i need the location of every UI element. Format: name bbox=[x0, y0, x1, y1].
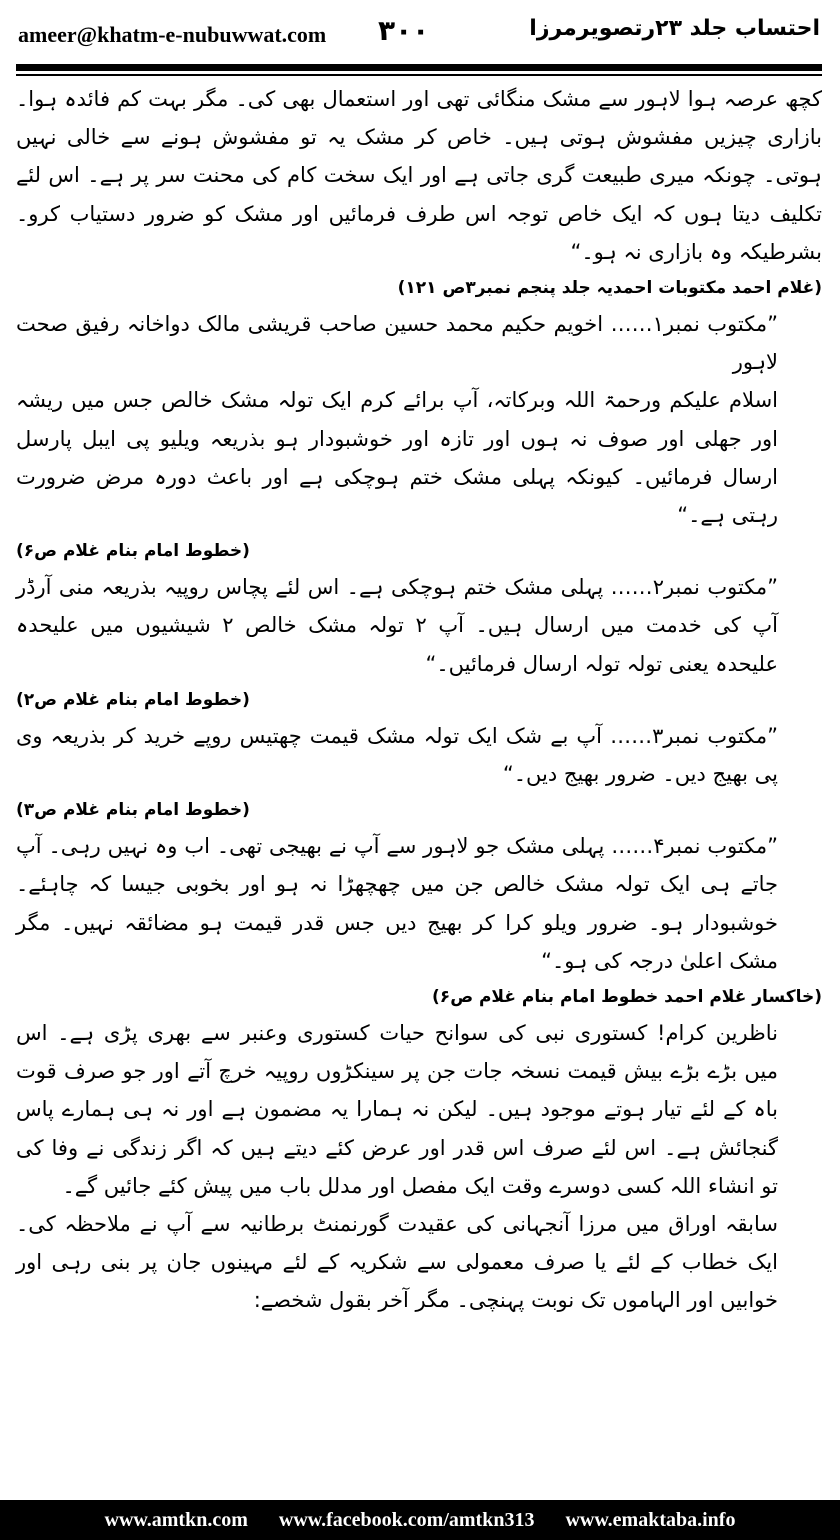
footer-link-facebook[interactable]: www.facebook.com/amtkn313 bbox=[278, 1509, 535, 1531]
page-header bbox=[0, 0, 840, 72]
page-body bbox=[16, 80, 822, 1490]
citation: (خطوط امام بنام غلام ص۲) bbox=[16, 689, 250, 710]
letter-body: ”مکتوب نمبر۲…… پہلی مشک ختم ہوچکی ہے۔ اس لئے پچاس روپیہ بذریعہ منی آرڈر آپ کی خدمت میں ارسال ہیں۔ آپ ۲ تولہ مشک خالص ۲ شیشیوں میں علیحدہ علیحدہ یعنی تولہ تولہ ارسال فرمائیں۔“ bbox=[16, 575, 779, 676]
page-footer bbox=[0, 1500, 840, 1540]
citation: (غلام احمد مکتوبات احمدیہ جلد پنجم نمبر۳ص ۱۲۱) bbox=[397, 278, 822, 299]
paragraph: سابقہ اوراق میں مرزا آنجہانی کی عقیدت گورنمنٹ برطانیہ سے آپ نے ملاحظہ کی۔ ایک خطاب کے لئے یا صرف معمولی سے شکریہ کے لئے مہینوں جان پر بنی رہی اور خوابیں اور الہاموں تک نوبت پہنچی۔ مگر آخر بقول شخصے: bbox=[16, 1212, 778, 1313]
paragraph: کچھ عرصہ ہوا لاہور سے مشک منگائی تھی اور استعمال بھی کی۔ مگر بہت کم فائدہ ہوا۔ بازاری چیزیں مفشوش ہوتی ہیں۔ خاص کر مشک یہ تو مفشوش ہونے سے خالی نہیں ہوتی۔ چونکہ میری طبیعت گری جاتی ہے اور ایک سخت کام کی محنت سر پر ہے۔ اس لئے تکلیف دیتا ہوں کہ ایک خاص توجہ اس طرف فرمائیں اور مشک کو ضرور دستیاب کرو۔ بشرطیکہ وہ بازاری نہ ہو۔“ bbox=[16, 87, 822, 264]
book-title: احتساب جلد ۲۳رتصویرمرزا bbox=[529, 16, 820, 41]
letter-body: ”مکتوب نمبر۳…… آپ بے شک ایک تولہ مشک قیمت چھتیس روپے خرید کر بذریعہ وی پی بھیج دیں۔ ضرور بھیج دیں۔“ bbox=[16, 723, 779, 787]
header-email[interactable]: ameer@khatm-e-nubuwwat.com bbox=[18, 22, 327, 47]
paragraph: ناظرین کرام! کستوری نبی کی سوانح حیات کستوری وعنبر سے بھری پڑی ہے۔ اس میں بڑے بڑے بیش قیمت نسخہ جات جن پر سینکڑوں روپیہ خرچ آتے اور جو صرف قوت باہ کے لئے تیار ہوتے موجود ہیں۔ لیکن نہ ہمارا یہ مضمون ہے اور نہ ہی ہمارے پاس گنجائش ہے۔ اس لئے صرف اس قدر اور عرض کئے دیتے ہیں کہ اگر زندگی نے وفا کی تو انشاء اللہ کسی دوسرے وقت ایک مفصل اور مدلل باب میں پیش کئے جائیں گے۔ bbox=[16, 1021, 778, 1198]
header-rule-thin bbox=[16, 74, 822, 76]
citation: (خاکسار غلام احمد خطوط امام بنام غلام ص۶) bbox=[432, 987, 822, 1008]
header-rule bbox=[16, 64, 822, 71]
footer-link-emaktaba[interactable]: www.emaktaba.info bbox=[565, 1509, 736, 1531]
footer-link-amtkn[interactable]: www.amtkn.com bbox=[104, 1509, 248, 1531]
citation: (خطوط امام بنام غلام ص۶) bbox=[16, 541, 250, 562]
letter-body: ”مکتوب نمبر۴…… پہلی مشک جو لاہور سے آپ نے بھیجی تھی۔ اب وہ نہیں رہی۔ آپ جاتے ہی ایک تولہ مشک خالص جن میں چھچھڑا نہ ہو اور بخوبی جیسا کہ چاہئے۔ خوشبودار ہو۔ ضرور ویلو کرا کر بھیج دیں جس قدر قیمت ہو مضائقہ نہیں۔ مگر مشک اعلیٰ درجہ کی ہو۔“ bbox=[16, 834, 778, 973]
letter-heading: ”مکتوب نمبر۱…… اخویم حکیم محمد حسین صاحب قریشی مالک دواخانہ رفیق صحت لاہور bbox=[16, 312, 778, 375]
page-number: ۳۰۰ bbox=[378, 14, 430, 47]
citation: (خطوط امام بنام غلام ص۳) bbox=[16, 800, 250, 821]
letter-body: اسلام علیکم ورحمۃ اللہ وبرکاتہ، آپ برائے کرم ایک تولہ مشک خالص جس میں ریشہ اور جھلی اور صوف نہ ہوں اور تازہ اور خوشبودار ہو بذریعہ ویلیو پی ایبل پارسل ارسال فرمائیں۔ کیونکہ پہلی مشک ختم ہوچکی ہے اور باعث دورہ مرض ضرورت رہتی ہے۔“ bbox=[16, 388, 778, 528]
